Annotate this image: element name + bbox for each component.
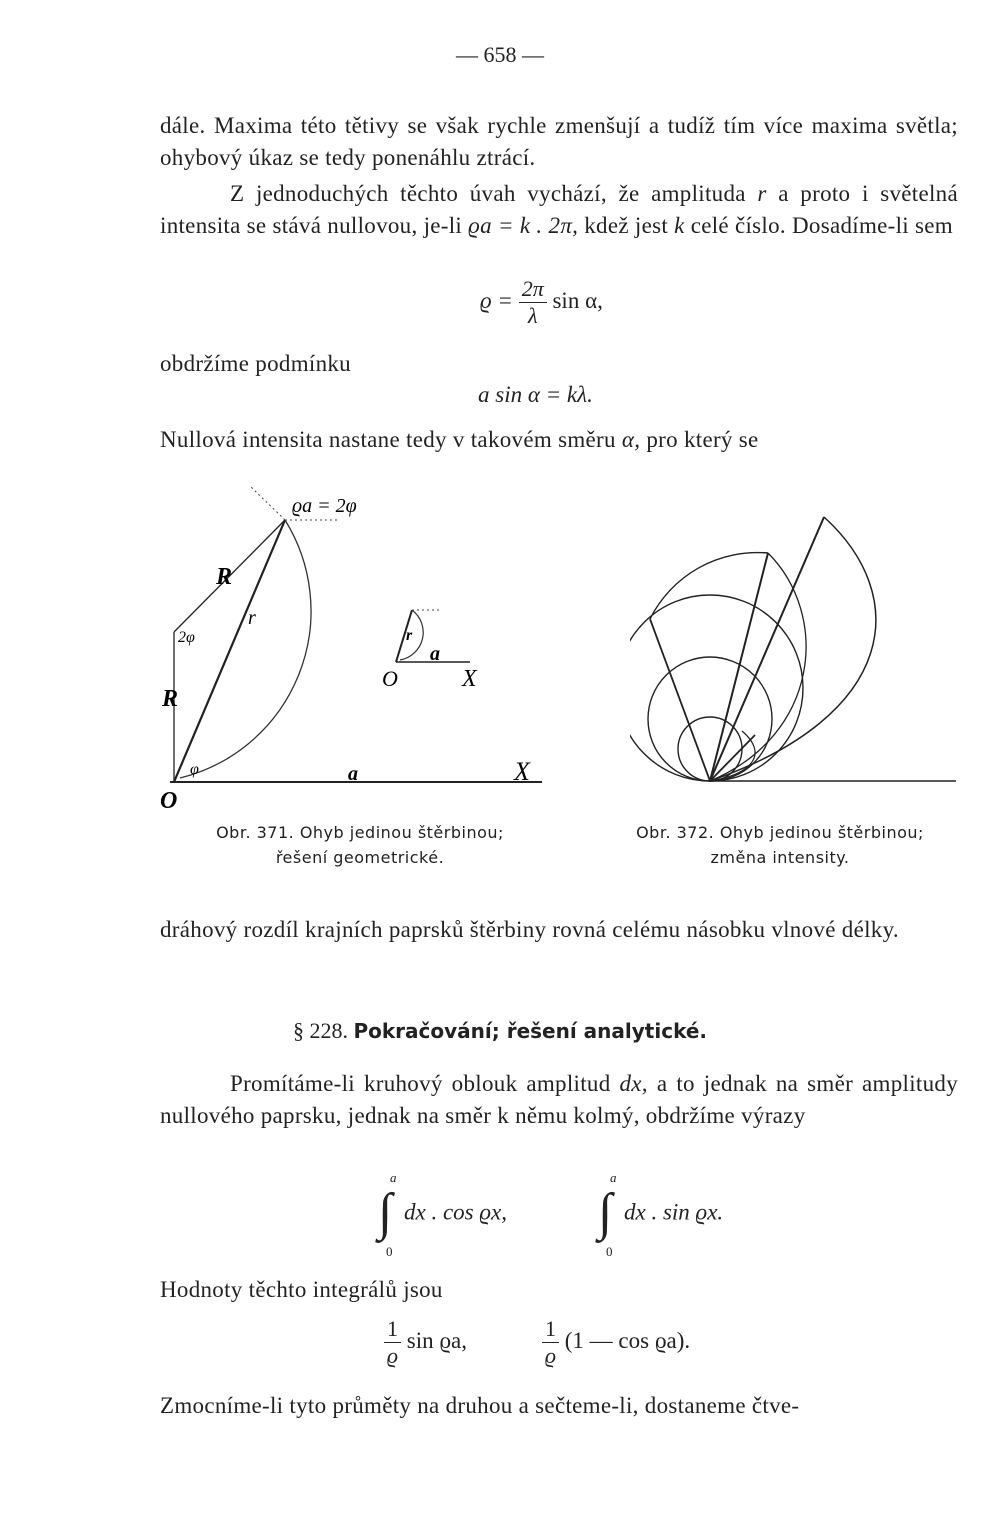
eq1-den: λ [527,303,538,328]
equation-rho [480,276,603,329]
integral2-upper: a [610,1170,617,1185]
paragraph-6 [160,1068,958,1132]
integral2-lower: 0 [606,1244,613,1259]
value1-num: 1 [384,1316,401,1343]
fig371-inset-label-O: O [382,666,398,691]
fig371-label-R1: R [216,564,233,590]
fig371-inset-label-a: a [430,643,440,665]
paragraph-4 [160,424,958,456]
value2-rest: (1 — cos ϱa). [564,1327,691,1353]
page-number: — 658 — [456,42,544,67]
integral1-body: dx . cos ϱx, [404,1199,507,1225]
integral-cos [378,1170,507,1259]
fig372-spiral-outer [710,517,876,781]
p2-symbol-k: k [674,213,685,238]
paragraph-8: Zmocníme-li tyto průměty na druhou a sečteme-li, dostaneme čtve- [160,1393,800,1418]
fig371-caption-line1: Obr. 371. Ohyb jedinou štěrbinou; [216,823,504,842]
fig371-label-top: ϱa = 2φ [292,495,357,517]
section-number: § 228. [292,1018,348,1043]
paragraph-5: dráhový rozdíl krajních paprsků štěrbiny rovná celému násobku vlnové délky. [160,917,899,942]
integral2-body: dx . sin ϱx. [624,1199,724,1225]
value1-den: ϱ [386,1343,399,1368]
value2-den: ϱ [544,1343,557,1368]
fig371-label-R2: R [162,686,179,712]
eq1-num: 2π [519,276,547,303]
p4-text-b: pro který se [640,427,759,452]
p2-text-b: a proto i světelná intensita se stává nullovou, je-li [160,181,958,238]
fig371-label-a: a [348,763,358,785]
fig371-label-2phi: 2φ [178,629,195,646]
integral1-upper: a [390,1170,397,1185]
figure-371 [150,480,560,810]
fig371-label-phi: φ [190,761,199,778]
integral-sign-2: ∫ a 0 [598,1170,617,1259]
value1-fraction [384,1316,401,1369]
fig372-circle-small [678,717,742,781]
integral1-lower: 0 [386,1244,393,1259]
value1-rest: sin ϱa, [406,1327,468,1353]
p4-alpha: α, [621,427,641,452]
value-1 [384,1316,467,1369]
p2-text-c: kdež jest [578,213,675,238]
paragraph-3: obdržíme podmínku [160,351,351,376]
fig371-caption-line2: řešení geometrické. [275,848,445,867]
paragraph-7: Hodnoty těchto integrálů jsou [160,1277,443,1302]
integral-sin [598,1170,724,1259]
eq1-lhs: ϱ = [480,287,513,313]
fig371-label-r: r [248,607,256,629]
fig371-label-X: X [514,757,530,786]
p6-text-a: Promítáme-li kruhový oblouk amplitud [230,1071,620,1096]
fig371-chord-r [174,520,285,782]
fig371-caption [160,820,560,870]
paragraph-2 [160,178,958,242]
figure-372 [630,505,960,795]
fig371-inset-label-r: r [406,627,413,644]
value-2 [542,1316,690,1369]
paragraph-1: dále. Maxima této tětivy se však rychle zmenšují a tudíž tím více maxima světla; ohybový úkaz se tedy ponenáhlu ztrácí. [160,113,958,170]
p2-text-d: celé číslo. Dosadíme-li sem [684,213,953,238]
fig372-circle-medium [648,657,772,781]
value2-num: 1 [542,1316,559,1343]
fig372-caption [580,820,980,870]
fig372-caption-line2: změna intensity. [710,848,850,867]
integral-sign-1: ∫ a 0 [378,1170,397,1259]
fig371-arc [180,520,311,778]
fig372-sector-left-edge [650,619,710,781]
fig371-label-O: O [160,788,178,810]
eq1-rhs: sin α, [552,287,603,313]
p6-dx: dx, [619,1071,648,1096]
p2-equation: ϱa = k . 2π, [468,213,579,238]
value2-fraction [542,1316,559,1369]
p2-text-a: Z jednoduchých těchto úvah vychází, že amplituda [230,181,758,206]
fig372-caption-line1: Obr. 372. Ohyb jedinou štěrbinou; [636,823,924,842]
fig372-sector-outer-arc [650,553,768,619]
fig371-inset-label-X: X [462,666,477,692]
section-heading [0,1018,1000,1044]
p2-symbol-r: r [757,181,767,206]
p6-text-b: a to jednak na směr amplitudy nullového paprsku, jednak na směr k němu kolmý, obdržíme výrazy [160,1071,959,1128]
fig371-tangent-dotted [250,486,285,520]
p4-text-a: Nullová intensita nastane tedy v takovém směru [160,427,622,452]
eq1-fraction [519,276,547,329]
section-title: Pokračování; řešení analytické. [353,1019,707,1043]
equation-condition: a sin α = kλ. [478,382,593,407]
